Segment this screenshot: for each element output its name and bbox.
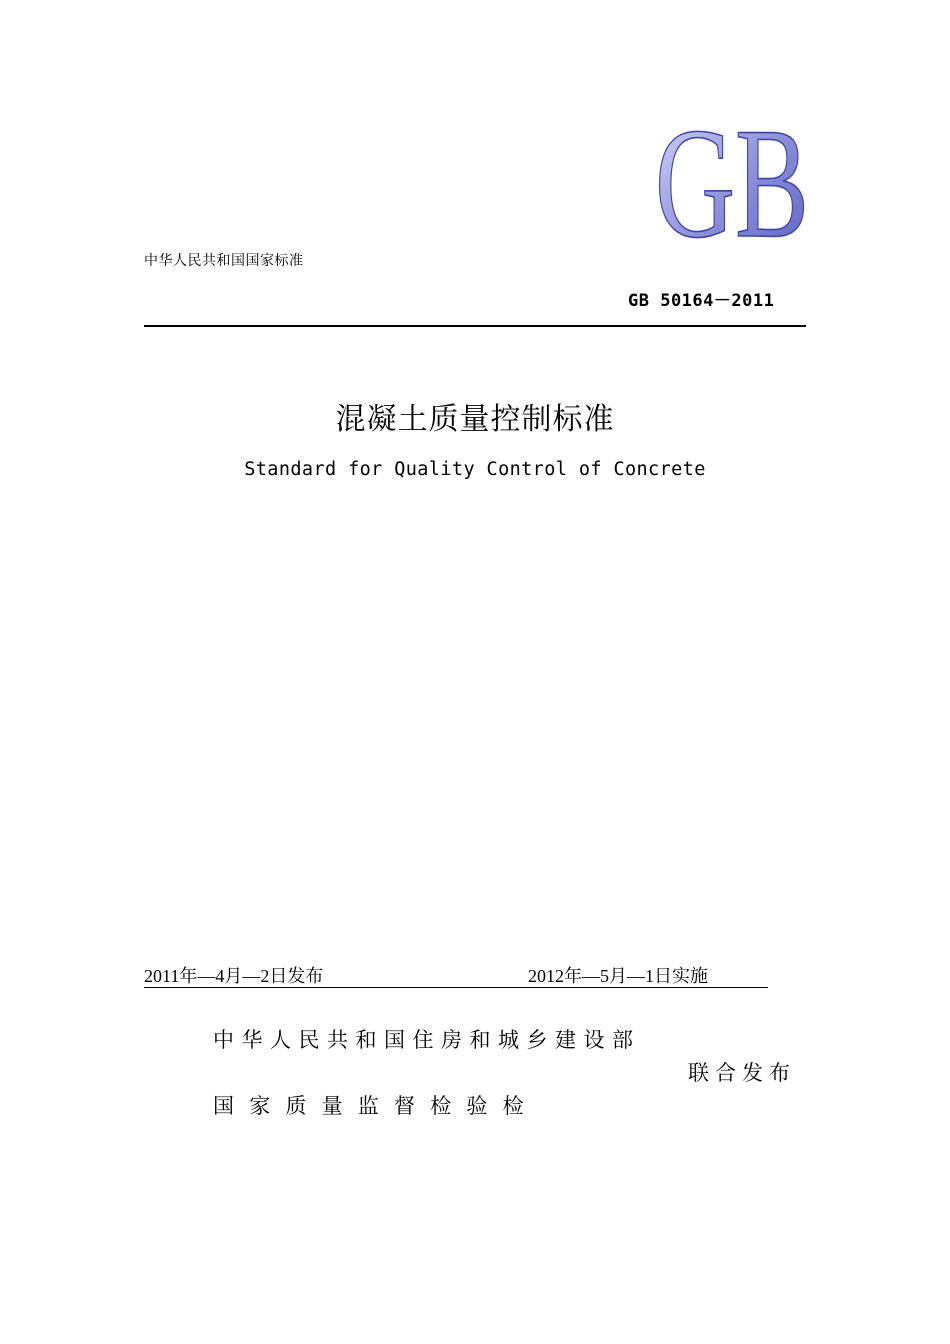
issuer-quality-inspection: 国家质量监督检验检 [213, 1094, 539, 1118]
header-rule [144, 325, 806, 327]
national-standard-label: 中华人民共和国国家标准 [144, 253, 304, 269]
dates-underline [144, 987, 768, 988]
issue-date: 2011年—4月—2日发布 [144, 966, 324, 986]
gb-logo-text: GB [655, 96, 809, 271]
effective-date: 2012年—5月—1日实施 [528, 966, 708, 986]
title-english: Standard for Quality Control of Concrete [244, 459, 706, 480]
standard-number: GB 50164－2011 [628, 291, 775, 311]
dates-row [144, 962, 774, 992]
gb-logo [652, 96, 812, 271]
joint-release-label: 联合发布 [688, 1061, 796, 1085]
title-chinese: 混凝土质量控制标准 [335, 402, 615, 437]
issuer-ministry-housing: 中华人民共和国住房和城乡建设部 [213, 1028, 641, 1052]
